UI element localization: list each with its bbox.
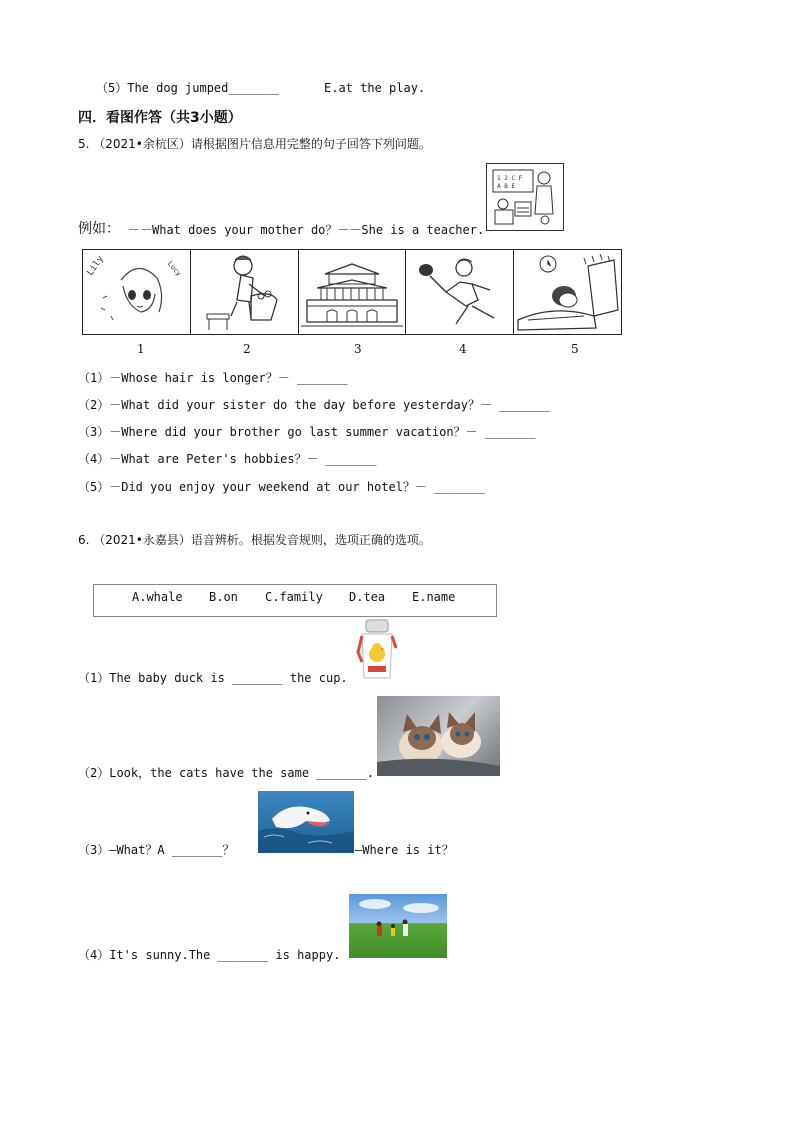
option-d: D.tea — [349, 590, 386, 604]
option-a: A.whale — [132, 590, 183, 604]
teacher-example-image — [486, 163, 564, 231]
option-e-name: E.name — [412, 590, 456, 604]
option-c: C.family — [265, 590, 323, 604]
picture-5 — [514, 250, 621, 334]
q5-question-3: （3）－Where did your brother go last summer vacation？－ _______ — [78, 425, 536, 439]
option-b: B.on — [209, 590, 238, 604]
q5-question-2: （2）－What did your sister do the day before yesterday？－ _______ — [78, 398, 550, 412]
family-icon — [349, 894, 447, 958]
boy-tennis-icon — [406, 250, 513, 334]
kittens-icon — [377, 696, 500, 776]
q5-question-5: （5）－Did you enjoy your weekend at our hotel？－ _______ — [78, 480, 485, 494]
girl-lily-icon — [83, 250, 190, 334]
question-4-5: （5）The dog jumped_______ — [96, 81, 279, 95]
picture-number-3: 3 — [354, 342, 362, 356]
beluga-whale-icon — [258, 791, 354, 853]
option-e: E.at the play. — [324, 81, 426, 95]
example-label: 例如： — [78, 221, 120, 237]
q6-question-3: （3）—What？A _______？ — [78, 843, 235, 857]
svg-text:1 2 C F: 1 2 C F — [497, 175, 523, 182]
picture-number-2: 2 — [243, 342, 251, 356]
duck-cup-icon — [356, 618, 398, 682]
q6-question-3-right: —Where is it？ — [355, 843, 454, 857]
whale-photo — [258, 791, 354, 853]
duck-cup-image — [356, 618, 398, 682]
picture-1 — [83, 250, 191, 334]
q6-question-1: （1）The baby duck is _______ the cup. — [78, 671, 348, 685]
q6-intro: 6. （2021•永嘉县）语音辨析。根据发音规则，选项正确的选项。 — [78, 533, 431, 547]
picture-strip — [82, 249, 622, 335]
cats-photo — [377, 696, 500, 776]
q6-question-4: （4）It's sunny.The _______ is happy. — [78, 948, 341, 962]
teacher-icon — [487, 164, 563, 230]
svg-text:A B E: A B E — [497, 183, 516, 190]
picture-number-4: 4 — [459, 342, 467, 356]
picture-2 — [191, 250, 299, 334]
picture-4 — [406, 250, 514, 334]
tiananmen-icon — [299, 250, 406, 334]
lily-label: Lily — [85, 254, 107, 278]
girl-washing-icon — [191, 250, 298, 334]
section-title: 四．看图作答（共3小题） — [78, 110, 242, 126]
sleeping-woman-icon — [514, 250, 621, 334]
q6-question-2: （2）Look，the cats have the same _______. — [78, 766, 375, 780]
lucy-label: Lucy — [165, 259, 183, 278]
example-text: －－What does your mother do？－－She is a teacher. — [128, 223, 485, 237]
q5-question-1: （1）－Whose hair is longer？－ _______ — [78, 371, 348, 385]
picture-number-5: 5 — [571, 342, 579, 356]
picture-number-1: 1 — [137, 342, 145, 356]
family-photo — [349, 894, 447, 958]
q5-intro: 5. （2021•余杭区）请根据图片信息用完整的句子回答下列问题。 — [78, 137, 431, 151]
q5-question-4: （4）－What are Peter's hobbies？－ _______ — [78, 452, 377, 466]
picture-3 — [299, 250, 407, 334]
